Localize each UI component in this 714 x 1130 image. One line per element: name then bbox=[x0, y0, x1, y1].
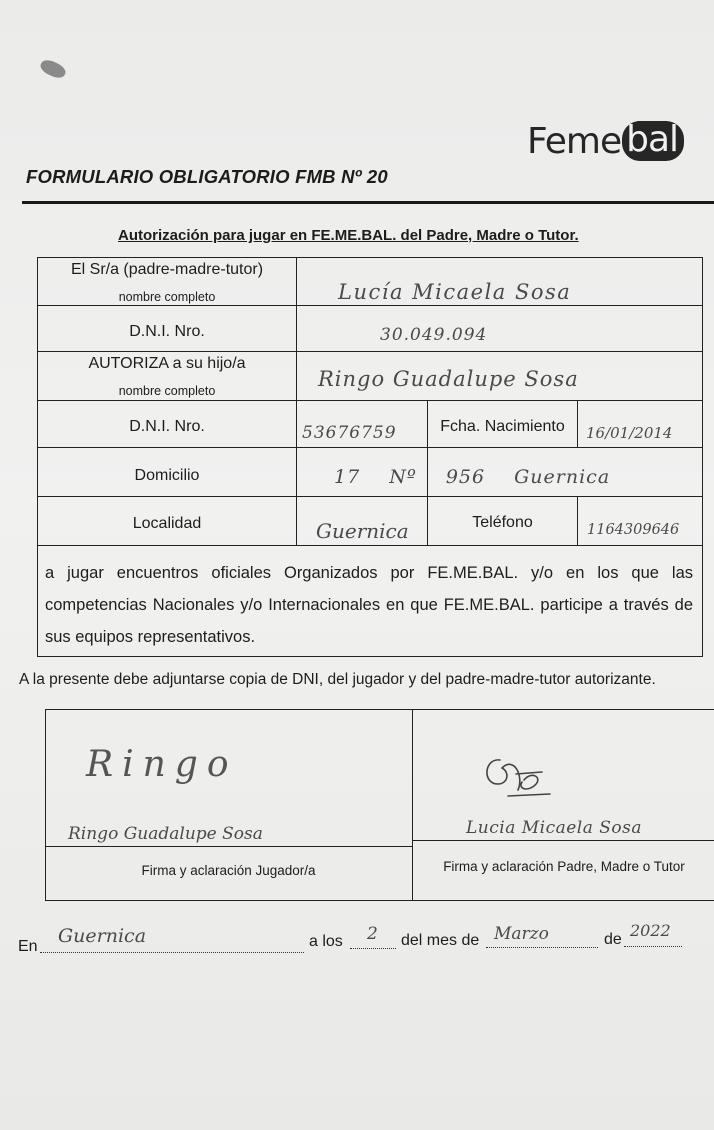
parent-name-field[interactable]: Lucía Micaela Sosa bbox=[338, 280, 572, 304]
year-field[interactable]: 2022 bbox=[630, 921, 671, 940]
place-dots bbox=[40, 948, 304, 953]
header-rule bbox=[22, 201, 714, 204]
day-dots bbox=[350, 944, 396, 949]
table-line bbox=[577, 400, 578, 448]
table-line bbox=[37, 351, 703, 352]
parent-signature-scribble[interactable] bbox=[478, 750, 558, 810]
femebal-logo bbox=[527, 118, 684, 164]
child-sublabel: nombre completo bbox=[118, 384, 216, 398]
phone-field[interactable]: 1164309646 bbox=[587, 522, 680, 538]
address-field[interactable]: 17 Nº 956 Guernica bbox=[334, 466, 611, 488]
child-dni-label: D.N.I. Nro. bbox=[129, 418, 205, 435]
mark-speck bbox=[38, 57, 68, 82]
player-signature[interactable]: Ringo bbox=[86, 744, 238, 785]
parent-clarification[interactable]: Lucia Micaela Sosa bbox=[466, 818, 643, 838]
player-clarification[interactable]: Ringo Guadalupe Sosa bbox=[68, 824, 263, 844]
logo-text: Feme bbox=[527, 120, 622, 162]
child-dni-field[interactable]: 53676759 bbox=[302, 423, 397, 443]
birth-date-label: Fcha. Nacimiento bbox=[440, 418, 565, 435]
table-line bbox=[37, 447, 703, 448]
authorization-text: a jugar encuentros oficiales Organizados por FE.ME.BAL. y/o en los que las competencias Nacionales y/o Internacionales en que FE.ME.BAL. participe a través de sus equipos representativos. bbox=[45, 564, 693, 646]
table-line bbox=[37, 545, 703, 546]
attachment-note: A la presente debe adjuntarse copia de DNI, del jugador y del padre-madre-tutor autorizante. bbox=[19, 671, 656, 688]
footer-de-label: de bbox=[604, 931, 622, 948]
child-name-field[interactable]: Ringo Guadalupe Sosa bbox=[318, 367, 579, 391]
parent-sublabel: nombre completo bbox=[118, 290, 216, 304]
table-line bbox=[37, 305, 703, 306]
table-line bbox=[296, 257, 297, 546]
month-field[interactable]: Marzo bbox=[494, 924, 549, 944]
form-subtitle: Autorización para jugar en FE.ME.BAL. del Padre, Madre o Tutor. bbox=[118, 227, 579, 244]
city-field[interactable]: Guernica bbox=[316, 519, 409, 543]
table-line bbox=[37, 400, 703, 401]
place-field[interactable]: Guernica bbox=[58, 925, 147, 947]
footer-mes-label: del mes de bbox=[401, 932, 480, 949]
address-label: Domicilio bbox=[134, 467, 200, 484]
footer-a-los-label: a los bbox=[309, 933, 343, 950]
logo-pill: bal bbox=[622, 121, 684, 161]
table-line bbox=[577, 496, 578, 546]
player-caption: Firma y aclaración Jugador/a bbox=[141, 863, 316, 878]
table-line bbox=[37, 496, 703, 497]
city-label: Localidad bbox=[132, 515, 202, 532]
signature-line bbox=[45, 846, 412, 847]
parent-caption: Firma y aclaración Padre, Madre o Tutor bbox=[443, 859, 685, 874]
footer-en-label: En bbox=[18, 938, 38, 955]
year-dots bbox=[624, 942, 682, 947]
child-label: AUTORIZA a su hijo/a bbox=[88, 355, 246, 372]
birth-date-field[interactable]: 16/01/2014 bbox=[586, 424, 673, 442]
parent-label: El Sr/a (padre-madre-tutor) bbox=[70, 261, 264, 278]
parent-dni-field[interactable]: 30.049.094 bbox=[380, 325, 488, 345]
signature-line bbox=[412, 840, 714, 841]
phone-label: Teléfono bbox=[472, 514, 533, 531]
day-field[interactable]: 2 bbox=[367, 924, 378, 944]
parent-dni-label: D.N.I. Nro. bbox=[129, 323, 205, 340]
form-title: FORMULARIO OBLIGATORIO FMB Nº 20 bbox=[26, 166, 388, 187]
